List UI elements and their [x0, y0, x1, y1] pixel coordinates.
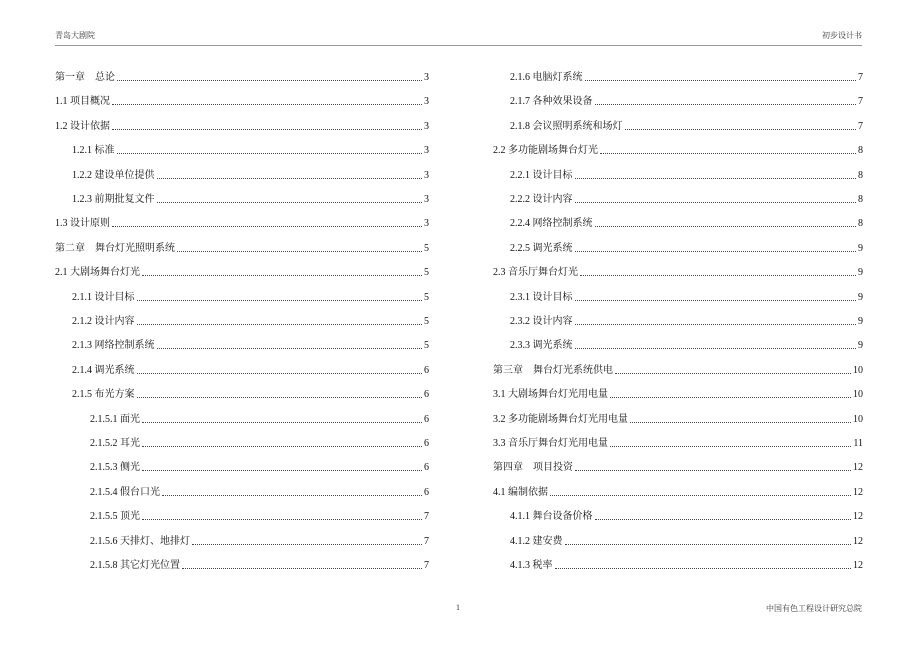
- toc-entry-label: 2.3.1 设计目标: [510, 291, 573, 303]
- toc-entry[interactable]: [55, 534, 429, 548]
- toc-entry[interactable]: [493, 485, 863, 499]
- toc-entry-label: 2.1.5.6 天排灯、地排灯: [90, 535, 190, 547]
- toc-leader-dots: [157, 348, 423, 349]
- toc-leader-dots: [182, 568, 422, 569]
- toc-leader-dots: [575, 300, 857, 301]
- toc-entry-page: 10: [853, 389, 863, 401]
- toc-entry-page: 6: [424, 389, 429, 401]
- toc-entry[interactable]: [55, 216, 429, 230]
- toc-leader-dots: [575, 178, 857, 179]
- toc-entry-page: 9: [858, 316, 863, 327]
- toc-entry-page: 9: [858, 340, 863, 352]
- toc-entry[interactable]: [493, 192, 863, 206]
- toc-entry-label: 3.2 多功能剧场舞台灯光用电量: [493, 413, 628, 425]
- toc-entry[interactable]: [55, 241, 429, 255]
- toc-entry[interactable]: [55, 168, 429, 182]
- toc-leader-dots: [615, 373, 851, 374]
- toc-entry[interactable]: [493, 119, 863, 133]
- toc-leader-dots: [580, 275, 856, 276]
- toc-leader-dots: [625, 129, 857, 130]
- toc-entry-label: 2.1.5.4 假台口光: [90, 486, 160, 498]
- toc-entry-label: 2.1.3 网络控制系统: [72, 340, 155, 352]
- toc-leader-dots: [555, 568, 852, 569]
- toc-entry-label: 1.2.1 标准: [72, 145, 115, 157]
- toc-entry[interactable]: [55, 192, 429, 206]
- toc-entry-page: 12: [853, 462, 863, 474]
- toc-entry-page: 12: [853, 486, 863, 498]
- toc-entry-page: 7: [858, 72, 863, 83]
- toc-leader-dots: [595, 519, 852, 520]
- toc-entry[interactable]: [493, 534, 863, 548]
- header-divider: [55, 45, 862, 46]
- toc-entry[interactable]: [55, 119, 429, 133]
- toc-leader-dots: [142, 446, 422, 447]
- toc-leader-dots: [550, 495, 851, 496]
- toc-entry-page: 7: [858, 120, 863, 132]
- toc-entry-page: 6: [424, 486, 429, 498]
- toc-entry-label: 4.1.3 税率: [510, 560, 553, 571]
- toc-entry-label: 1.1 项目概况: [55, 96, 110, 108]
- toc-entry-label: 4.1.1 舞台设备价格: [510, 511, 593, 523]
- toc-entry-page: 3: [424, 96, 429, 108]
- toc-entry[interactable]: [55, 558, 429, 572]
- toc-entry-label: 3.3 音乐厅舞台灯光用电量: [493, 438, 608, 449]
- toc-leader-dots: [117, 80, 422, 81]
- toc-entry[interactable]: [493, 216, 863, 230]
- toc-entry[interactable]: [55, 363, 429, 377]
- toc-entry-label: 2.2.2 设计内容: [510, 194, 573, 205]
- toc-entry-label: 1.2.3 前期批复文件: [72, 194, 155, 205]
- toc-leader-dots: [137, 397, 423, 398]
- toc-entry[interactable]: [493, 290, 863, 304]
- toc-entry-page: 3: [424, 120, 429, 132]
- footer-organization: 中国有色工程设计研究总院: [766, 604, 862, 613]
- toc-entry-label: 2.1.1 设计目标: [72, 291, 135, 303]
- toc-entry-page: 8: [858, 169, 863, 181]
- toc-entry-page: 5: [424, 267, 429, 279]
- toc-entry-label: 2.1.8 会议照明系统和场灯: [510, 120, 623, 132]
- toc-entry-label: 3.1 大剧场舞台灯光用电量: [493, 389, 608, 401]
- toc-entry[interactable]: [55, 290, 429, 304]
- toc-entry[interactable]: [55, 387, 429, 401]
- toc-leader-dots: [610, 397, 851, 398]
- toc-entry-page: 3: [424, 194, 429, 205]
- toc-leader-dots: [177, 251, 422, 252]
- toc-entry-label: 2.1.5 布光方案: [72, 389, 135, 401]
- footer-page-number: 1: [456, 603, 460, 612]
- toc-entry[interactable]: [493, 265, 863, 279]
- toc-entry[interactable]: [493, 143, 863, 157]
- toc-entry[interactable]: [493, 412, 863, 426]
- toc-entry-label: 2.1.6 电脑灯系统: [510, 72, 583, 83]
- toc-entry-page: 6: [424, 462, 429, 474]
- toc-entry[interactable]: [55, 412, 429, 426]
- toc-leader-dots: [575, 251, 857, 252]
- toc-entry[interactable]: [493, 168, 863, 182]
- toc-entry-page: 8: [858, 194, 863, 205]
- toc-leader-dots: [142, 422, 422, 423]
- toc-entry[interactable]: [55, 436, 429, 450]
- header-left-title: 青岛大剧院: [55, 31, 95, 40]
- toc-entry-page: 12: [853, 535, 863, 547]
- toc-entry[interactable]: [493, 436, 863, 450]
- toc-entry-page: 12: [853, 511, 863, 523]
- toc-entry[interactable]: [493, 558, 863, 572]
- toc-entry-page: 10: [853, 413, 863, 425]
- toc-leader-dots: [137, 324, 423, 325]
- toc-entry-label: 第三章 舞台灯光系统供电: [493, 364, 613, 376]
- toc-leader-dots: [117, 153, 423, 154]
- toc-entry-label: 2.2.5 调光系统: [510, 242, 573, 254]
- toc-leader-dots: [142, 519, 422, 520]
- toc-entry-label: 2.3 音乐厅舞台灯光: [493, 267, 578, 279]
- toc-leader-dots: [137, 373, 423, 374]
- toc-entry-page: 3: [424, 72, 429, 83]
- toc-entry-label: 2.1.7 各种效果设备: [510, 96, 593, 108]
- toc-leader-dots: [595, 226, 857, 227]
- toc-entry-label: 2.3.2 设计内容: [510, 316, 573, 327]
- toc-entry-page: 3: [424, 218, 429, 230]
- toc-entry-page: 5: [424, 316, 429, 327]
- toc-entry-label: 2.3.3 调光系统: [510, 340, 573, 352]
- header-right-title: 初步设计书: [822, 31, 862, 40]
- toc-entry[interactable]: [55, 70, 429, 84]
- toc-entry-label: 2.1.5.8 其它灯光位置: [90, 560, 180, 571]
- toc-entry-page: 5: [424, 340, 429, 352]
- toc-leader-dots: [192, 544, 422, 545]
- toc-leader-dots: [630, 422, 851, 423]
- toc-entry-label: 2.2 多功能剧场舞台灯光: [493, 145, 598, 157]
- toc-entry-page: 9: [858, 267, 863, 279]
- toc-leader-dots: [595, 104, 857, 105]
- toc-entry[interactable]: [55, 460, 429, 474]
- toc-leader-dots: [137, 300, 423, 301]
- toc-entry[interactable]: [493, 70, 863, 84]
- toc-entry-label: 第一章 总论: [55, 72, 115, 83]
- toc-entry-label: 1.2.2 建设单位提供: [72, 169, 155, 181]
- toc-entry[interactable]: [493, 363, 863, 377]
- toc-entry-label: 4.1.2 建安费: [510, 535, 563, 547]
- toc-leader-dots: [112, 226, 422, 227]
- toc-entry-page: 7: [424, 535, 429, 547]
- toc-entry[interactable]: [493, 387, 863, 401]
- toc-entry-page: 6: [424, 413, 429, 425]
- toc-entry-page: 9: [858, 242, 863, 254]
- toc-leader-dots: [575, 470, 851, 471]
- toc-entry-page: 7: [858, 96, 863, 108]
- toc-entry-label: 2.1.4 调光系统: [72, 364, 135, 376]
- toc-entry-page: 12: [853, 560, 863, 571]
- toc-entry[interactable]: [493, 94, 863, 108]
- toc-entry[interactable]: [493, 509, 863, 523]
- toc-leader-dots: [610, 446, 851, 447]
- toc-entry-label: 2.1.2 设计内容: [72, 316, 135, 327]
- toc-leader-dots: [157, 202, 423, 203]
- toc-leader-dots: [575, 348, 857, 349]
- toc-entry[interactable]: [493, 241, 863, 255]
- toc-entry-label: 2.1.5.5 顶光: [90, 511, 140, 523]
- toc-entry-page: 9: [858, 291, 863, 303]
- toc-entry[interactable]: [493, 338, 863, 352]
- toc-entry[interactable]: [493, 314, 863, 328]
- toc-entry-page: 7: [424, 560, 429, 571]
- toc-entry-page: 7: [424, 511, 429, 523]
- toc-entry[interactable]: [55, 143, 429, 157]
- toc-entry-page: 10: [853, 364, 863, 376]
- toc-leader-dots: [112, 129, 422, 130]
- toc-leader-dots: [157, 178, 423, 179]
- toc-entry-label: 2.1.5.2 耳光: [90, 438, 140, 449]
- toc-entry-page: 11: [853, 438, 863, 449]
- toc-entry[interactable]: [55, 94, 429, 108]
- toc-entry[interactable]: [55, 314, 429, 328]
- toc-entry[interactable]: [55, 509, 429, 523]
- toc-entry-page: 6: [424, 364, 429, 376]
- toc-entry-label: 1.3 设计原则: [55, 218, 110, 230]
- toc-entry-label: 2.2.4 网络控制系统: [510, 218, 593, 230]
- toc-entry-label: 第二章 舞台灯光照明系统: [55, 242, 175, 254]
- toc-entry-label: 2.1.5.1 面光: [90, 413, 140, 425]
- toc-entry-label: 2.1 大剧场舞台灯光: [55, 267, 140, 279]
- toc-entry-page: 6: [424, 438, 429, 449]
- toc-entry-page: 8: [858, 218, 863, 230]
- toc-leader-dots: [575, 324, 857, 325]
- toc-entry[interactable]: [55, 338, 429, 352]
- toc-entry-page: 5: [424, 242, 429, 254]
- toc-entry[interactable]: [493, 460, 863, 474]
- toc-leader-dots: [162, 495, 422, 496]
- toc-entry-label: 第四章 项目投资: [493, 462, 573, 474]
- toc-entry-label: 2.2.1 设计目标: [510, 169, 573, 181]
- toc-entry[interactable]: [55, 485, 429, 499]
- toc-entry[interactable]: [55, 265, 429, 279]
- toc-entry-label: 4.1 编制依据: [493, 486, 548, 498]
- toc-entry-label: 1.2 设计依据: [55, 120, 110, 132]
- toc-leader-dots: [142, 275, 422, 276]
- toc-entry-page: 3: [424, 145, 429, 157]
- toc-leader-dots: [112, 104, 422, 105]
- toc-entry-page: 5: [424, 291, 429, 303]
- toc-entry-label: 2.1.5.3 侧光: [90, 462, 140, 474]
- toc-leader-dots: [565, 544, 852, 545]
- toc-entry-page: 3: [424, 169, 429, 181]
- toc-leader-dots: [585, 80, 857, 81]
- toc-leader-dots: [600, 153, 856, 154]
- toc-leader-dots: [575, 202, 857, 203]
- toc-entry-page: 8: [858, 145, 863, 157]
- toc-leader-dots: [142, 470, 422, 471]
